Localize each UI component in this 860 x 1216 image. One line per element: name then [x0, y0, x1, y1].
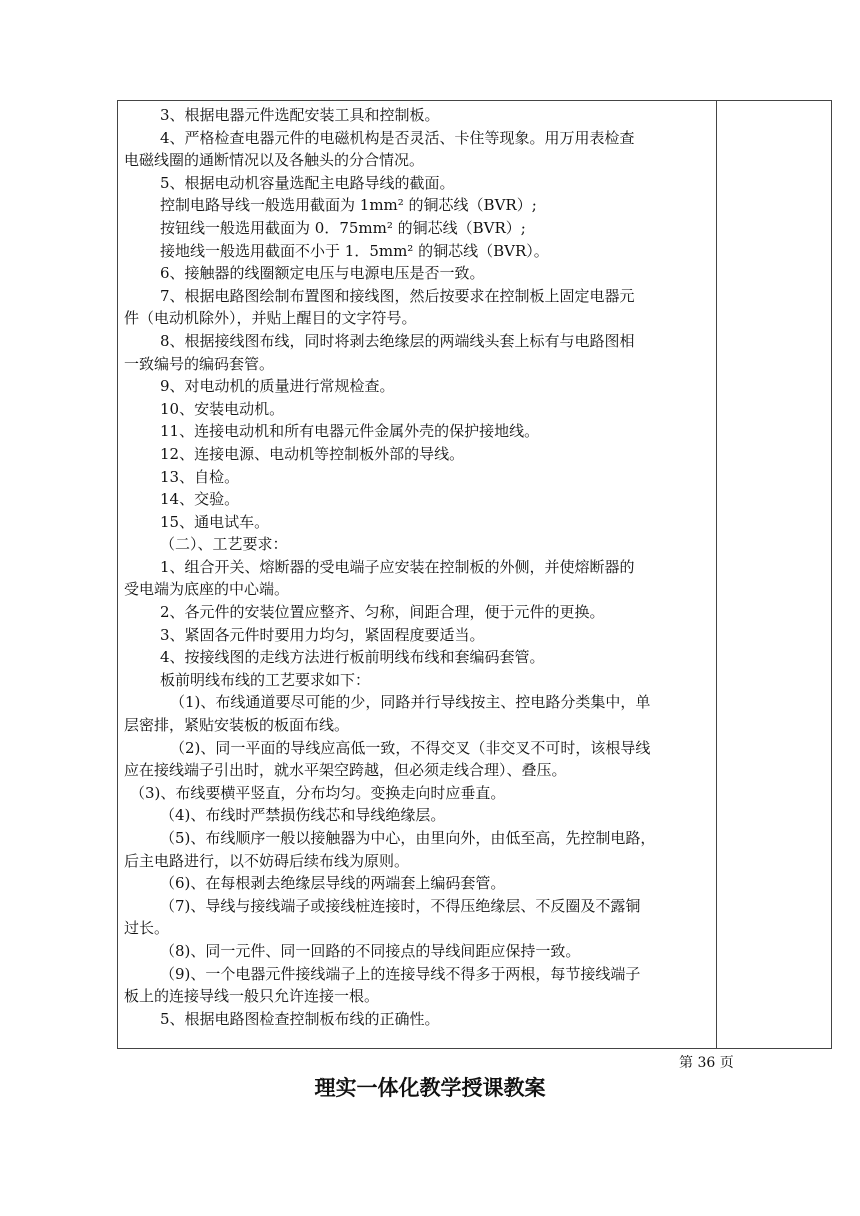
text-line: （9)、一个电器元件接线端子上的连接导线不得多于两根，每节接线端子 [160, 964, 641, 983]
text-line: 过长。 [124, 919, 170, 938]
text-line: 接地线一般选用截面不小于 1．5mm² 的铜芯线（BVR）。 [160, 241, 549, 260]
text-line: 10、安装电动机。 [160, 399, 285, 418]
text-line: 2、各元件的安装位置应整齐、匀称，间距合理，便于元件的更换。 [160, 603, 605, 622]
text-line: （二）、工艺要求： [160, 535, 288, 554]
text-line: 4、按接线图的走线方法进行板前明线布线和套编码套管。 [160, 648, 545, 667]
text-line: 14、交验。 [160, 490, 240, 509]
text-line: 13、自检。 [160, 467, 240, 486]
text-line: （8)、同一元件、同一回路的不同接点的导线间距应保持一致。 [160, 941, 581, 960]
text-line: 板上的连接导线一般只允许连接一根。 [124, 987, 380, 1006]
table-column-divider [716, 100, 717, 1049]
text-line: 按钮线一般选用截面为 0．75mm² 的铜芯线（BVR）; [160, 218, 526, 237]
text-line: 11、连接电动机和所有电器元件金属外壳的保护接地线。 [160, 422, 540, 441]
text-line: 7、根据电路图绘制布置图和接线图，然后按要求在控制板上固定电器元 [160, 286, 635, 305]
text-line: 1、组合开关、熔断器的受电端子应安装在控制板的外侧，并使熔断器的 [160, 557, 635, 576]
text-line: 15、通电试车。 [160, 512, 270, 531]
text-line: 9、对电动机的质量进行常规检查。 [160, 377, 395, 396]
text-line: 板前明线布线的工艺要求如下： [160, 670, 371, 689]
text-line: 3、紧固各元件时要用力均匀，紧固程度要适当。 [160, 625, 485, 644]
text-line: 后主电路进行，以不妨碍后续布线为原则。 [124, 851, 410, 870]
text-line: （3)、布线要横平竖直，分布均匀。变换走向时应垂直。 [130, 783, 506, 802]
text-line: 应在接线端子引出时，就水平架空跨越，但必须走线合理）、叠压。 [124, 761, 567, 780]
text-line: 5、根据电动机容量选配主电路导线的截面。 [160, 173, 455, 192]
text-line: 控制电路导线一般选用截面为 1mm² 的铜芯线（BVR）; [160, 196, 537, 215]
text-line: 8、根据接线图布线，同时将剥去绝缘层的两端线头套上标有与电路图相 [160, 331, 635, 350]
text-line: （2)、同一平面的导线应高低一致，不得交叉（非交叉不可时，该根导线 [170, 738, 651, 757]
text-line: 5、根据电路图检查控制板布线的正确性。 [160, 1009, 440, 1028]
text-line: （1)、布线通道要尽可能的少，同路并行导线按主、控电路分类集中，单 [170, 693, 651, 712]
text-line: （5)、布线顺序一般以接触器为中心，由里向外，由低至高，先控制电路， [160, 829, 656, 847]
text-line: 6、接触器的线圈额定电压与电源电压是否一致。 [160, 264, 485, 283]
text-line: 层密排，紧贴安装板的板面布线。 [124, 716, 350, 735]
document-title: 理实一体化教学授课教案 [314, 1076, 546, 1100]
text-line: 一致编号的编码套管。 [124, 354, 275, 373]
lesson-content [124, 104, 712, 1030]
text-line: 3、根据电器元件选配安装工具和控制板。 [160, 106, 440, 124]
text-line: （4)、布线时严禁损伤线芯和导线绝缘层。 [160, 806, 446, 825]
text-line: 电磁线圈的通断情况以及各触头的分合情况。 [124, 151, 425, 170]
text-line: （7)、导线与接线端子或接线桩连接时，不得压绝缘层、不反圈及不露铜 [160, 896, 641, 915]
text-line: 件（电动机除外），并贴上醒目的文字符号。 [124, 309, 417, 328]
text-line: 4、严格检查电器元件的电磁机构是否灵活、卡住等现象。用万用表检查 [160, 128, 635, 147]
text-line: 受电端为底座的中心端。 [124, 580, 290, 599]
page-number: 第 36 页 [679, 1055, 734, 1071]
text-line: 12、连接电源、电动机等控制板外部的导线。 [160, 444, 465, 463]
text-line: （6)、在每根剥去绝缘层导线的两端套上编码套管。 [160, 874, 506, 893]
